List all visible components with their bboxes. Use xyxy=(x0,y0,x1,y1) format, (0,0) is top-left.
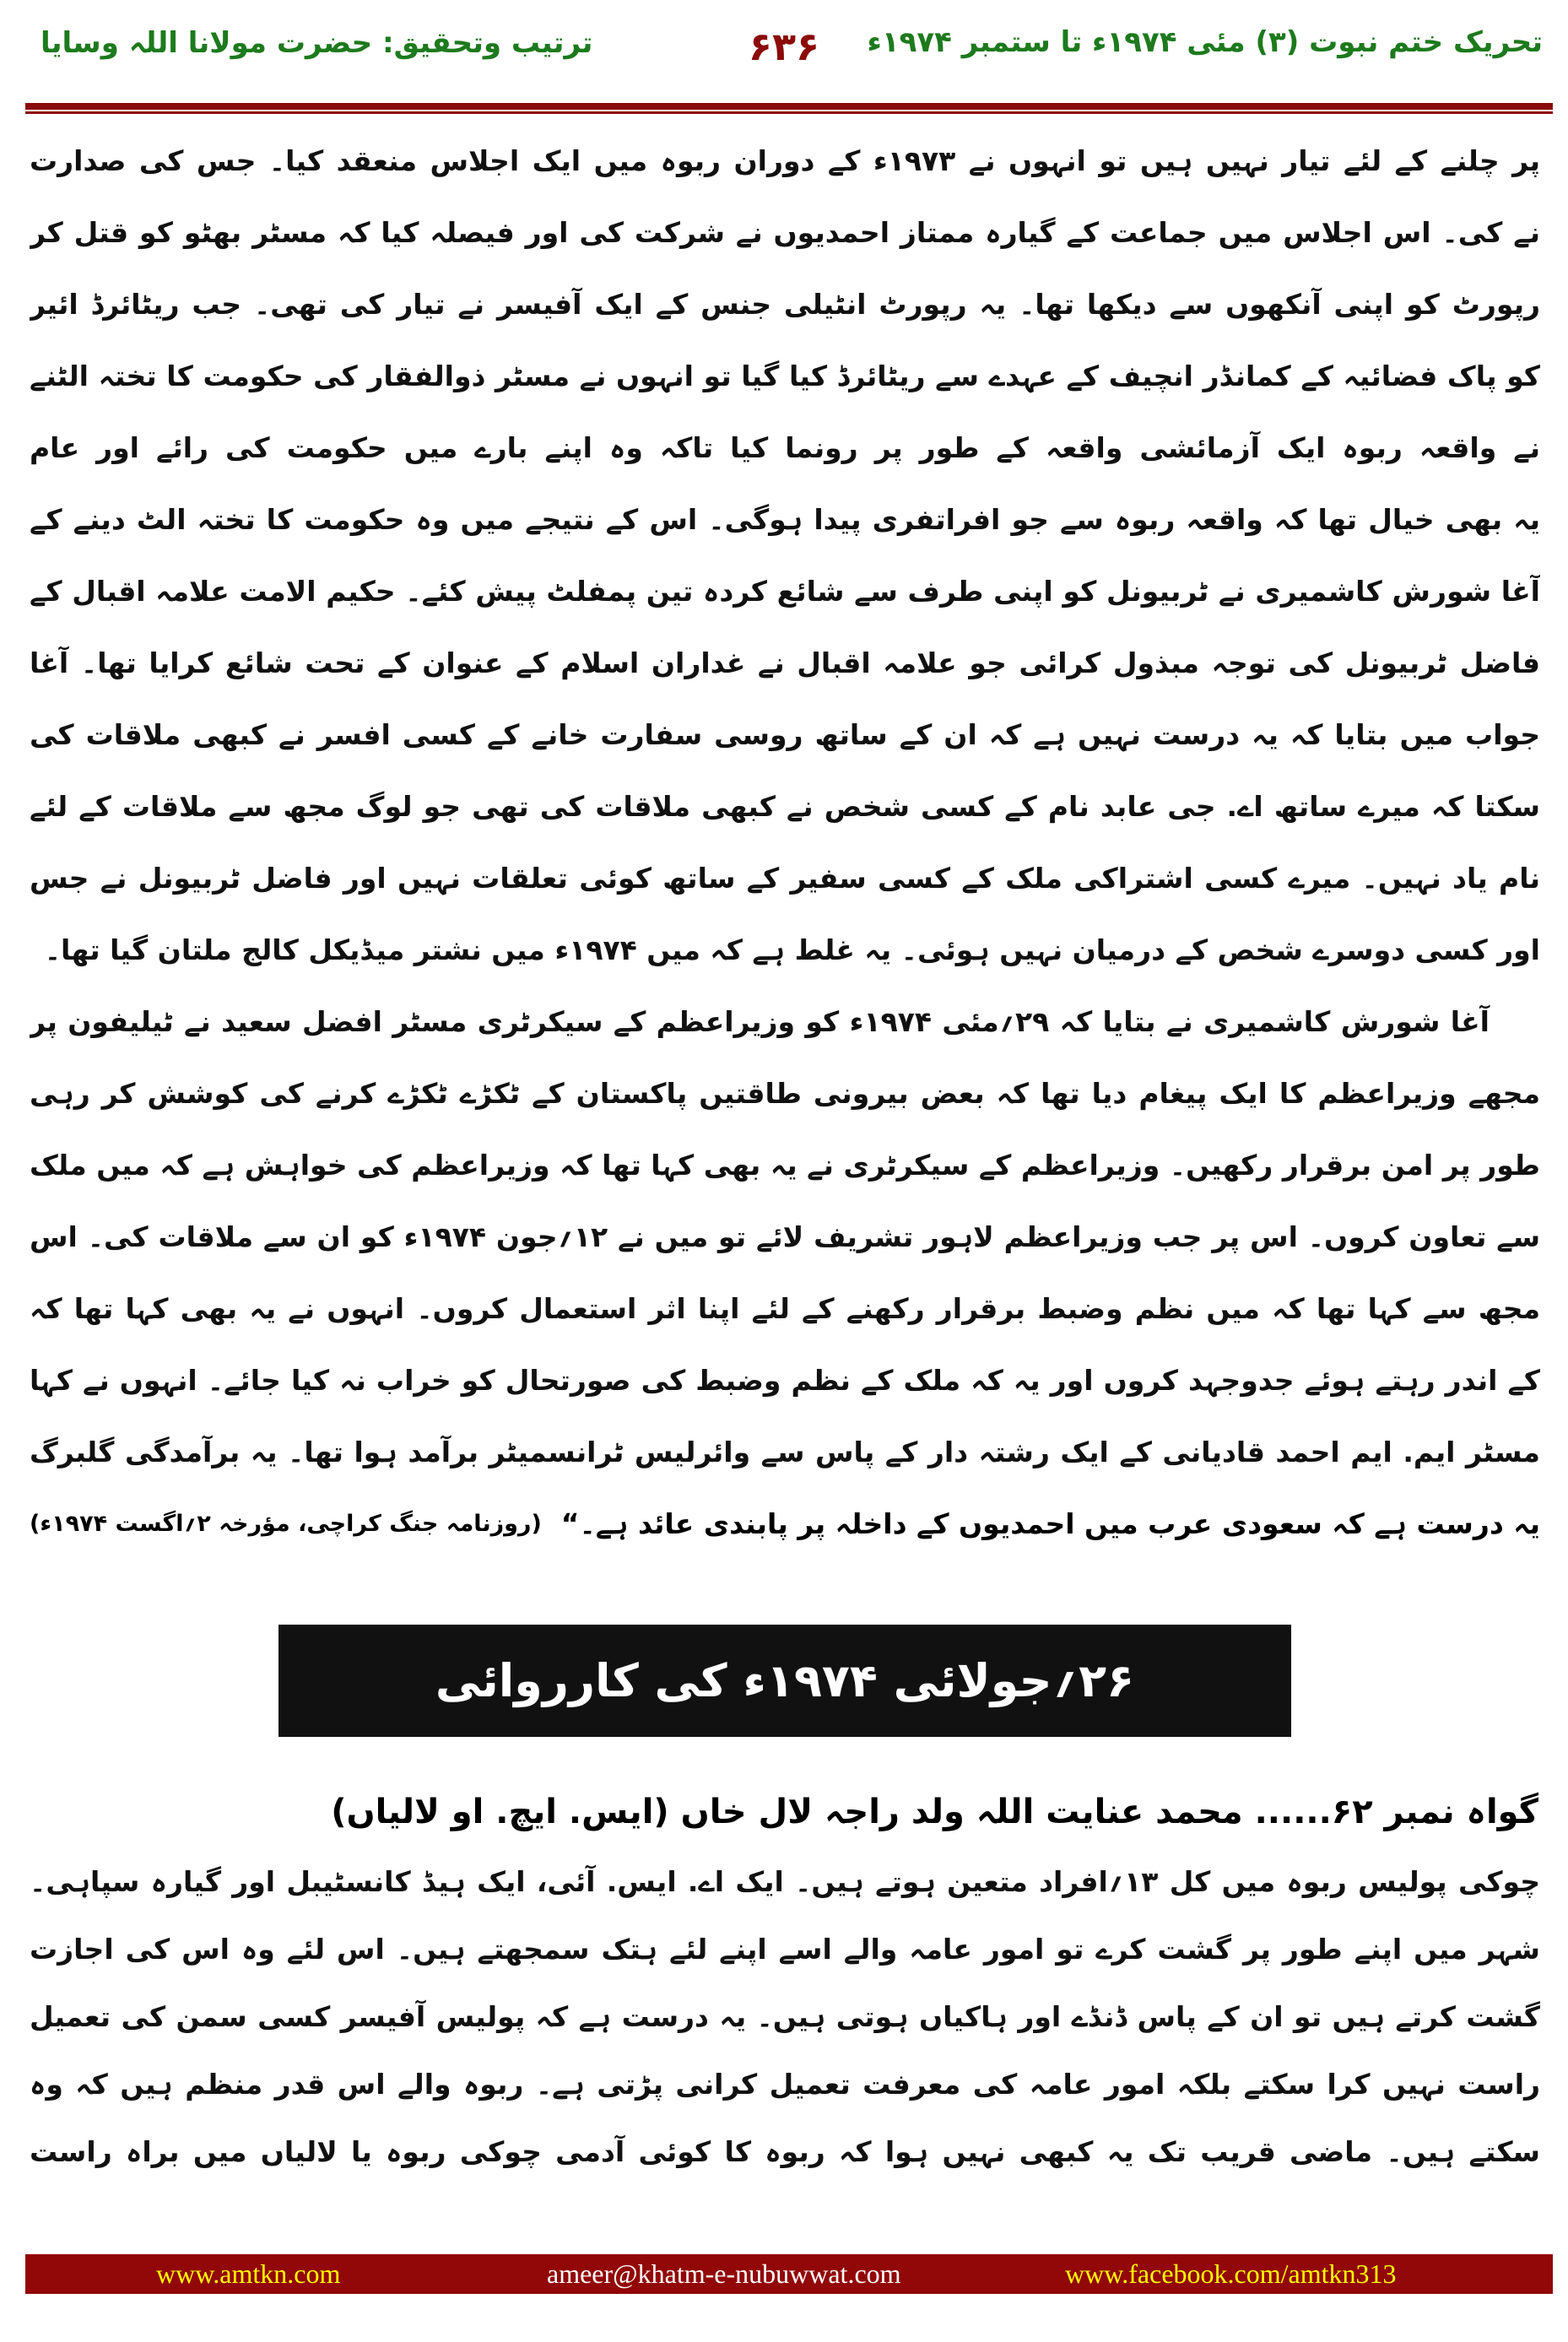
footer-facebook-link[interactable]: www.facebook.com/amtkn313 xyxy=(1065,2258,1397,2289)
section-title: ۲۶؍جولائی ۱۹۷۴ء کی کارروائی xyxy=(278,1625,1291,1737)
section-1-text xyxy=(30,125,1540,1560)
text-line: یہ بھی خیال تھا کہ واقعہ ربوہ سے جو افراتفری پیدا ہوگی۔ اس کے نتیجے میں وہ حکومت کا تختہ الٹ دینے کے xyxy=(30,503,1540,536)
text-line: سے تعاون کروں۔ اس پر جب وزیراعظم لاہور تشریف لائے تو میں نے ۱۲؍جون ۱۹۷۴ء کو ان سے ملاقات کی۔ اس xyxy=(30,1220,1540,1253)
text-line: نے واقعہ ربوہ ایک آزمائشی واقعہ کے طور پر رونما کیا تاکہ وہ اپنے بارے میں حکومت کی رائے اور عام xyxy=(30,431,1540,464)
book-title: تحریک ختم نبوت (۳) مئی ۱۹۷۴ء تا ستمبر ۱۹۷۴ء xyxy=(867,25,1543,59)
text-line: چوکی پولیس ربوہ میں کل ۱۳؍افراد متعین ہوتے ہیں۔ ایک اے. ایس. آئی، ایک ہیڈ کانسٹیبل اور گیارہ سپاہی۔ xyxy=(30,1865,1540,1898)
page-number: ۶۳۶ xyxy=(748,24,820,69)
header-rule-thick xyxy=(25,103,1553,110)
header-rule-thin xyxy=(25,111,1553,114)
text-line: شہر میں اپنے طور پر گشت کرے تو امور عامہ والے اسے اپنے لئے ہتک سمجھتے ہیں۔ اس لئے وہ اس کی اجازت xyxy=(30,1933,1540,1966)
footer-bar xyxy=(25,2254,1553,2294)
text-line: مجھے وزیراعظم کا ایک پیغام دیا تھا کہ بعض بیرونی طاقتیں پاکستان کے ٹکڑے ٹکڑے کرنے کی کوشش کر رہی xyxy=(30,1077,1540,1110)
text-line: یہ درست ہے کہ سعودی عرب میں احمدیوں کے داخلہ پر پابندی عائد ہے۔“ xyxy=(560,1507,1540,1540)
text-line: سکتا کہ میرے ساتھ اے. جی عابد نام کے کسی شخص نے کبھی ملاقات کی تھی جو لوگ مجھ سے ملاقات کے لئے xyxy=(30,790,1540,823)
text-line: سکتے ہیں۔ ماضی قریب تک یہ کبھی نہیں ہوا کہ ربوہ کا کوئی آدمی چوکی ربوہ یا لالیاں میں براہ راست xyxy=(30,2135,1540,2168)
text-line: آغا شورش کاشمیری نے ٹربیونل کو اپنی طرف سے شائع کردہ تین پمفلٹ پیش کئے۔ حکیم الامت علامہ اقبال کے xyxy=(30,575,1540,608)
text-line: رپورٹ کو اپنی آنکھوں سے دیکھا تھا۔ یہ رپورٹ انٹیلی جنس کے ایک آفیسر نے تیار کی تھی۔ جب ریٹائرڈ ائیر xyxy=(30,288,1540,321)
text-line: نام یاد نہیں۔ میرے کسی اشتراکی ملک کے کسی سفیر کے ساتھ کوئی تعلقات نہیں اور فاضل ٹربیونل نے جس xyxy=(30,862,1540,895)
text-line: جواب میں بتایا کہ یہ درست نہیں ہے کہ ان کے ساتھ روسی سفارت خانے کے کسی افسر نے کبھی ملاقات کی xyxy=(30,718,1540,751)
witness-heading: گواہ نمبر ۶۲...... محمد عنایت اللہ ولد راجہ لال خاں (ایس. ایچ. او لالیاں) xyxy=(331,1793,1538,1831)
text-line: راست نہیں کرا سکتے بلکہ امور عامہ کی معرفت تعمیل کرانی پڑتی ہے۔ ربوہ والے اس قدر منظم ہیں کہ وہ xyxy=(30,2068,1540,2101)
text-line: مجھ سے کہا تھا کہ میں نظم وضبط برقرار رکھنے کے لئے اپنا اثر استعمال کروں۔ انہوں نے یہ بھی کہا تھا کہ xyxy=(30,1292,1540,1325)
text-line: طور پر امن برقرار رکھیں۔ وزیراعظم کے سیکرٹری نے یہ بھی کہا تھا کہ وزیراعظم کی خواہش ہے کہ میں ملک xyxy=(30,1149,1540,1182)
citation: (روزنامہ جنگ کراچی، مؤرخہ ۲؍اگست ۱۹۷۴ء) xyxy=(30,1511,542,1537)
compiler-credit: ترتیب وتحقیق: حضرت مولانا اللہ وسایا xyxy=(41,26,593,60)
text-line: مسٹر ایم. ایم احمد قادیانی کے ایک رشتہ دار کے پاس سے وائرلیس ٹرانسمیٹر برآمد ہوا تھا۔ یہ برآمدگی گلبرگ xyxy=(30,1436,1540,1468)
text-line: آغا شورش کاشمیری نے بتایا کہ ۲۹؍مئی ۱۹۷۴ء کو وزیراعظم کے سیکرٹری مسٹر افضل سعید نے ٹیلیفون پر xyxy=(30,1005,1490,1038)
footer-email-link[interactable]: ameer@khatm-e-nubuwwat.com xyxy=(547,2258,901,2289)
text-line: گشت کرتے ہیں تو ان کے پاس ڈنڈے اور ہاکیاں ہوتی ہیں۔ یہ درست ہے کہ پولیس آفیسر کسی سمن کی تعمیل xyxy=(30,2000,1540,2033)
text-line: نے کی۔ اس اجلاس میں جماعت کے گیارہ ممتاز احمدیوں نے شرکت کی اور فیصلہ کیا کہ مسٹر بھٹو کو قتل کر xyxy=(30,216,1540,249)
final-line-row xyxy=(30,1488,1540,1560)
footer-website-link[interactable]: www.amtkn.com xyxy=(156,2258,341,2289)
section-2-text xyxy=(30,1848,1540,2186)
text-line: پر چلنے کے لئے تیار نہیں ہیں تو انہوں نے ۱۹۷۳ء کے دوران ربوہ میں ایک اجلاس منعقد کیا۔ جس کی صدارت xyxy=(30,144,1540,177)
text-line: فاضل ٹربیونل کی توجہ مبذول کرائی جو علامہ اقبال نے غداران اسلام کے عنوان کے تحت شائع کرایا تھا۔ آغا xyxy=(30,646,1540,679)
text-line: اور کسی دوسرے شخص کے درمیان نہیں ہوئی۔ یہ غلط ہے کہ میں ۱۹۷۴ء میں نشتر میڈیکل کالج ملتان گیا تھا۔ xyxy=(44,933,1540,966)
text-line: کے اندر رہتے ہوئے جدوجہد کروں اور یہ کہ ملک کے نظم وضبط کی صورتحال کو خراب نہ کیا جائے۔ انہوں نے کہا xyxy=(30,1364,1540,1397)
text-line: کو پاک فضائیہ کے کمانڈر انچیف کے عہدے سے ریٹائرڈ کیا گیا تو انہوں نے مسٹر ذوالفقار کی حکومت کا تختہ الٹنے xyxy=(30,360,1540,392)
